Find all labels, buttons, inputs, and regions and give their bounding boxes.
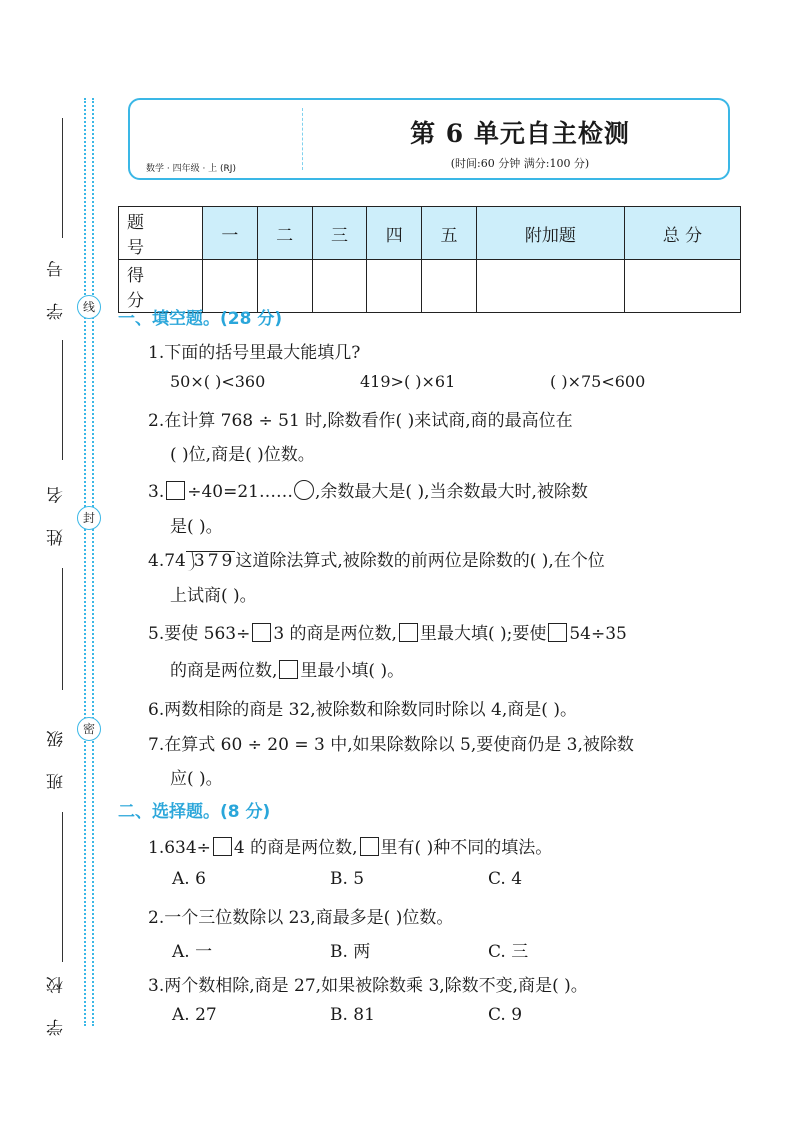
header-box: [128, 98, 730, 180]
fill-q7-line2[interactable]: 应( )。: [170, 769, 223, 789]
score-cell-4[interactable]: [367, 260, 422, 313]
fill-q1-item-c[interactable]: ( )×75<600: [550, 372, 646, 391]
choice-q2[interactable]: 2.一个三位数除以 23,商最多是( )位数。: [148, 908, 454, 928]
column-1: 一: [203, 207, 258, 260]
option-c[interactable]: C. 4: [488, 869, 523, 889]
fill-q3-post[interactable]: ,余数最大是( ),当余数最大时,被除数: [315, 482, 588, 502]
fill-q4-divisor: 74: [164, 551, 186, 571]
name-blank[interactable]: [62, 340, 63, 460]
fill-q5-d: 54÷35: [569, 624, 627, 644]
binding-dotted-line: [84, 98, 94, 1026]
square-box: [360, 837, 379, 856]
fill-q4-number: 4.: [148, 551, 165, 571]
fill-q5-line2-b[interactable]: 里最小填( )。: [300, 661, 405, 681]
header-divider: [302, 108, 303, 170]
square-box: [166, 481, 185, 500]
seal-feng: 封: [77, 506, 101, 530]
square-box: [548, 623, 567, 642]
choice-q1-options: [172, 869, 646, 889]
square-box: [252, 623, 271, 642]
fill-q5-c[interactable]: 里最大填( );要使: [419, 624, 547, 644]
square-box: [213, 837, 232, 856]
column-3: 三: [312, 207, 367, 260]
column-5: 五: [422, 207, 477, 260]
time-info: (时间:60 分钟 满分:100 分): [450, 157, 590, 170]
choice-q1-b: 4 的商是两位数,: [233, 838, 358, 858]
choice-q3-options: [172, 1005, 646, 1025]
score-cell-total[interactable]: [624, 260, 740, 313]
choice-q1: [148, 833, 552, 858]
option-b[interactable]: B. 81: [330, 1005, 375, 1025]
score-table-header-row: [119, 207, 741, 260]
fill-q6[interactable]: 6.两数相除的商是 32,被除数和除数同时除以 4,商是( )。: [148, 700, 577, 720]
question-number-label: 题 号: [119, 207, 203, 260]
option-a[interactable]: A. 6: [172, 869, 206, 889]
choice-q2-options: [172, 937, 646, 962]
score-label: 得 分: [119, 260, 203, 313]
option-a[interactable]: A. 27: [172, 1005, 217, 1025]
class-blank[interactable]: [62, 568, 63, 690]
seal-mi: 密: [77, 717, 101, 741]
school-blank[interactable]: [62, 812, 63, 962]
long-division-bracket: [186, 551, 235, 570]
fill-q3-line1: [148, 477, 588, 502]
fill-q5-line2-a: 的商是两位数,: [170, 661, 278, 681]
circle-shape: [294, 480, 314, 500]
score-table: [118, 206, 741, 313]
school-label: 学 校: [47, 966, 67, 1036]
fill-q5-a: 5.要使 563÷: [148, 624, 251, 644]
section-1-title: 一、填空题。(28 分): [118, 309, 283, 329]
choice-q3[interactable]: 3.两个数相除,商是 27,如果被除数乘 3,除数不变,商是( )。: [148, 976, 588, 996]
score-cell-3[interactable]: [312, 260, 367, 313]
page-title: 第 6 单元自主检测: [410, 119, 630, 148]
fill-q3-line2[interactable]: 是( )。: [170, 517, 223, 537]
section-2-title: 二、选择题。(8 分): [118, 802, 271, 822]
subject-label: 数学 · 四年级 · 上 (RJ): [146, 164, 236, 174]
choice-q1-c[interactable]: 里有( )种不同的填法。: [380, 838, 553, 858]
fill-q4-line2[interactable]: 上试商( )。: [170, 586, 257, 606]
fill-q5-line2: [170, 656, 404, 681]
class-label: 班 级: [47, 720, 67, 790]
fill-q4-post[interactable]: 这道除法算式,被除数的前两位是除数的( ),在个位: [235, 551, 605, 571]
fill-q1-item-a[interactable]: 50×( )<360: [170, 372, 266, 391]
score-cell-5[interactable]: [422, 260, 477, 313]
option-c[interactable]: C. 三: [488, 942, 529, 962]
fill-q2-line1[interactable]: 2.在计算 768 ÷ 51 时,除数看作( )来试商,商的最高位在: [148, 411, 573, 431]
score-cell-bonus[interactable]: [476, 260, 624, 313]
fill-q1-item-b[interactable]: 419>( )×61: [360, 372, 456, 391]
seal-xian: 线: [77, 295, 101, 319]
fill-q3-mid: ÷40=21……: [187, 482, 293, 502]
student-id-label: 学 号: [47, 250, 67, 320]
student-id-blank[interactable]: [62, 118, 63, 238]
column-2: 二: [257, 207, 312, 260]
fill-q4-line1: [148, 546, 605, 571]
fill-q5-b: 3 的商是两位数,: [273, 624, 397, 644]
column-bonus: 附加题: [476, 207, 624, 260]
option-c[interactable]: C. 9: [488, 1005, 523, 1025]
column-total: 总 分: [624, 207, 740, 260]
fill-q3-number: 3.: [148, 482, 165, 502]
fill-q7-line1: 7.在算式 60 ÷ 20 = 3 中,如果除数除以 5,要使商仍是 3,被除数: [148, 735, 634, 755]
fill-q1: 1.下面的括号里最大能填几?: [148, 343, 361, 363]
fill-q5-line1: [148, 619, 627, 644]
option-a[interactable]: A. 一: [172, 942, 213, 962]
option-b[interactable]: B. 5: [330, 869, 365, 889]
option-b[interactable]: B. 两: [330, 942, 371, 962]
fill-q2-line2[interactable]: ( )位,商是( )位数。: [170, 445, 315, 465]
column-4: 四: [367, 207, 422, 260]
square-box: [279, 660, 298, 679]
square-box: [399, 623, 418, 642]
choice-q1-a: 1.634÷: [148, 838, 211, 858]
name-label: 姓 名: [47, 476, 67, 546]
fill-q4-dividend: 379: [193, 551, 236, 571]
